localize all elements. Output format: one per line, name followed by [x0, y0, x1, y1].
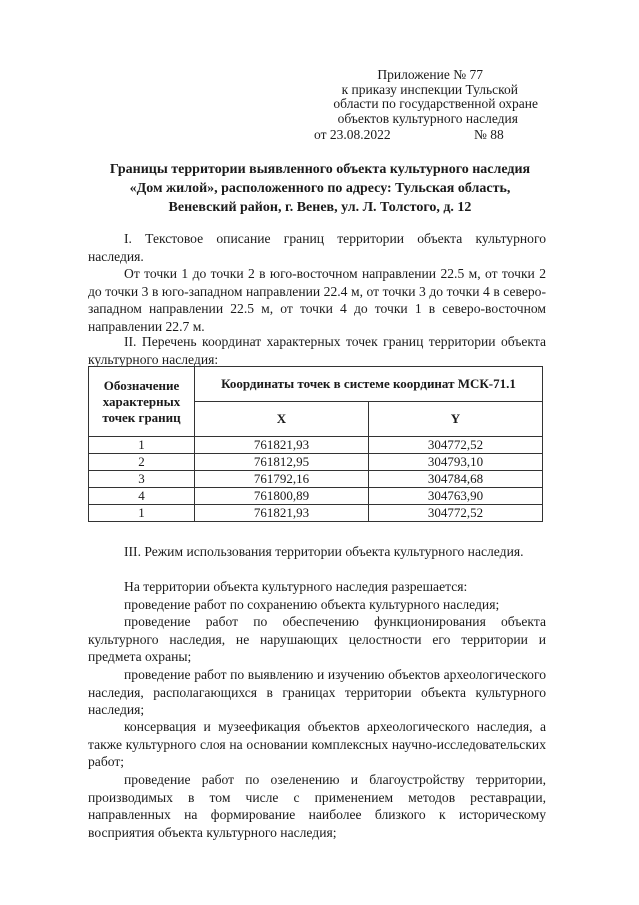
appendix-line: к приказу инспекции Тульской [341, 81, 518, 97]
section3-paragraph: консервация и музеефикация объектов археологического наследия, а также культурного слоя на основании комплексных научно-исследовательских работ; [88, 719, 546, 769]
title-line: Веневский район, г. Венев, ул. Л. Толстого, д. 12 [168, 200, 472, 215]
appendix-header [290, 68, 550, 126]
table-row [89, 488, 543, 505]
appendix-line: области по государственной охране [333, 96, 538, 111]
title-line: Границы территории выявленного объекта культурного наследия [109, 162, 531, 177]
document-title [60, 160, 580, 217]
x-cell: 761812,95 [195, 454, 369, 471]
section2-heading: II. Перечень координат характерных точек границ территории объекта культурного наследия: [88, 334, 546, 367]
section1-heading: I. Текстовое описание границ территории объекта культурного наследия. [88, 231, 546, 264]
section3-heading: III. Режим использования территории объекта культурного наследия. [124, 544, 524, 559]
table-row [89, 471, 543, 488]
point-cell: 4 [89, 488, 195, 505]
x-cell: 761800,89 [195, 488, 369, 505]
appendix-line: объектов культурного наследия [337, 110, 518, 126]
section1-text: От точки 1 до точки 2 в юго-восточном направлении 22.5 м, от точки 2 до точки 3 в юго-западном направлении 22.4 м, от точки 3 до точки 4 в северо-западном направлении 22.5 м, от точки 4 до точки 1 в северо-восточном направлении 22.7 м. [88, 266, 546, 334]
point-cell: 3 [89, 471, 195, 488]
title-line: «Дом жилой», расположенного по адресу: Тульская область, [129, 181, 511, 196]
table-row [89, 505, 543, 522]
point-cell: 1 [89, 505, 195, 522]
order-date: от 23.08.2022 [314, 127, 391, 142]
appendix-number: Приложение № 77 [377, 67, 483, 82]
x-cell: 761821,93 [195, 437, 369, 454]
point-cell: 2 [89, 454, 195, 471]
x-header: X [195, 402, 369, 437]
section3-paragraph: На территории объекта культурного наследия разрешается: [124, 579, 468, 594]
section3-paragraph: проведение работ по сохранению объекта культурного наследия; [124, 597, 500, 612]
table-row [89, 454, 543, 471]
y-cell: 304772,52 [368, 437, 542, 454]
x-cell: 761821,93 [195, 505, 369, 522]
section3-paragraph: проведение работ по выявлению и изучению объектов археологического наследия, располагающихся в границах территории объекта культурного наследия; [88, 667, 546, 717]
y-cell: 304784,68 [368, 471, 542, 488]
y-cell: 304763,90 [368, 488, 542, 505]
y-header: Y [368, 402, 542, 437]
y-cell: 304793,10 [368, 454, 542, 471]
y-cell: 304772,52 [368, 505, 542, 522]
section3-paragraph: проведение работ по обеспечению функционирования объекта культурного наследия, не нарушающих целостности его территории и предмета охраны; [88, 614, 546, 664]
point-cell: 1 [89, 437, 195, 454]
order-number: № 88 [474, 127, 504, 142]
col-point-header: Обозначение характерных точек границ [89, 367, 195, 437]
table-row [89, 437, 543, 454]
x-cell: 761792,16 [195, 471, 369, 488]
section3-paragraph: проведение работ по озеленению и благоустройству территории, производимых в том числе с применением методов реставрации, направленных на формирование наиболее близкого к историческому восприятия объекта культурного наследия; [88, 772, 546, 840]
coordinates-table [88, 366, 543, 522]
coords-header: Координаты точек в системе координат МСК-71.1 [195, 367, 543, 402]
